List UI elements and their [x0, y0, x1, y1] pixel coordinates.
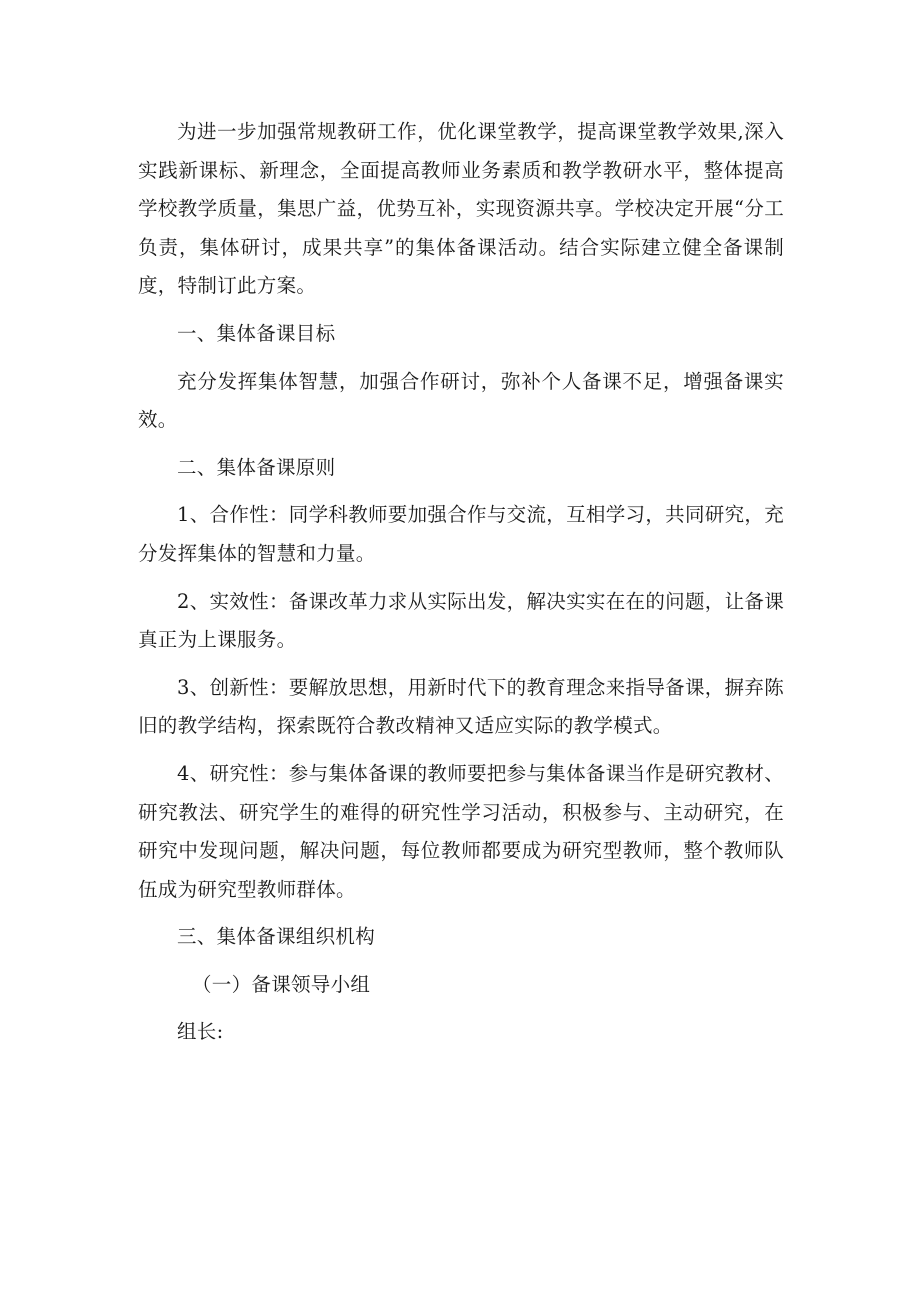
goals-paragraph: 充分发挥集体智慧，加强合作研讨，弥补个人备课不足，增强备课实效。 — [138, 369, 784, 432]
section-heading-principles: 二、集体备课原则 — [177, 455, 336, 479]
principle-innovation: 3、创新性：要解放思想，用新时代下的教育理念来指导备课，摒弃陈旧的教学结构，探索既符合教改精神又适应实际的教学模式。 — [138, 675, 784, 738]
principle-cooperation: 1、合作性：同学科教师要加强合作与交流，互相学习，共同研究，充分发挥集体的智慧和力量。 — [138, 503, 784, 565]
subsection-heading-leadership: （一）备课领导小组 — [192, 972, 371, 996]
intro-paragraph: 为进一步加强常规教研工作，优化课堂教学，提高课堂教学效果,深入实践新课标、新理念，全面提高教师业务素质和教学教研水平，整体提高学校教学质量，集思广益，优势互补，实现资源共享。学校决定开展“分工负责，集体研讨，成果共享”的集体备课活动。结合实际建立健全备课制度，特制订此方案。 — [138, 120, 784, 298]
group-leader-line: 组长: — [177, 1020, 224, 1044]
section-heading-organization: 三、集体备课组织机构 — [177, 925, 376, 949]
document-body — [138, 113, 784, 1061]
principle-research: 4、研究性：参与集体备课的教师要把参与集体备课当作是研究教材、研究教法、研究学生的难得的研究性学习活动，积极参与、主动研究，在研究中发现问题，解决问题，每位教师都要成为研究型教师，整个教师队伍成为研究型教师群体。 — [138, 761, 784, 901]
principle-effectiveness: 2、实效性：备课改革力求从实际出发，解决实实在在的问题，让备课真正为上课服务。 — [138, 589, 784, 652]
section-heading-goals: 一、集体备课目标 — [177, 321, 336, 345]
